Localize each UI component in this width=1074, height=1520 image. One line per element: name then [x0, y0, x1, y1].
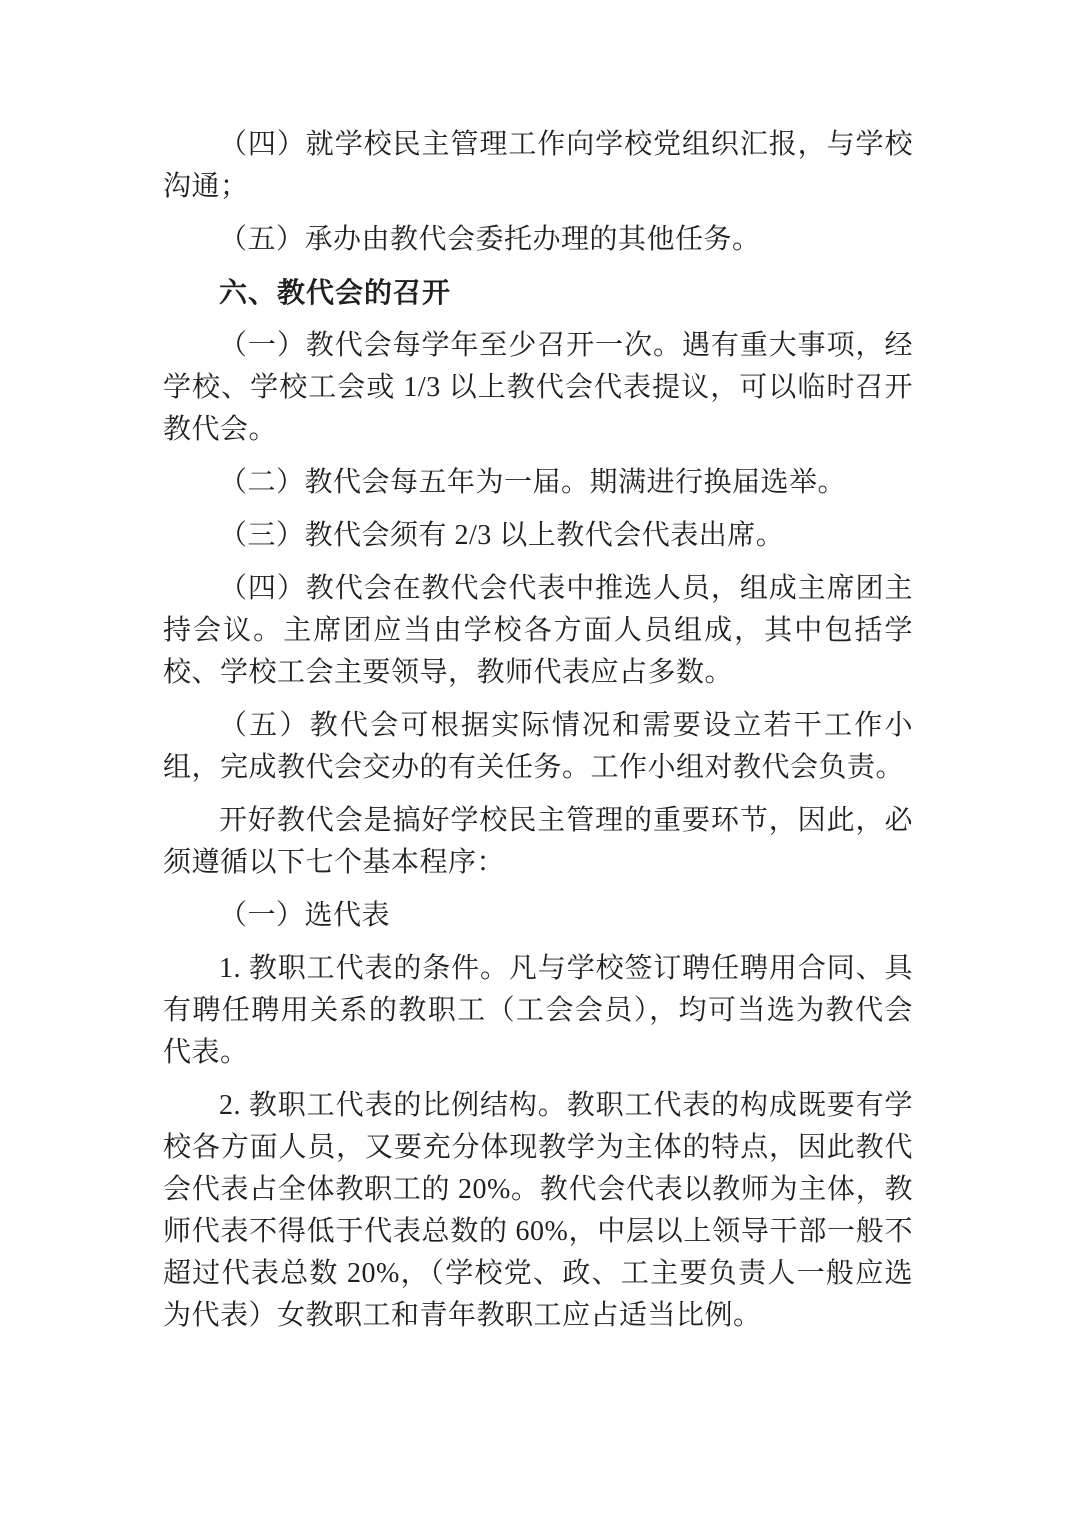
paragraph: （三）教代会须有 2/3 以上教代会代表出席。: [219, 520, 785, 551]
paragraph: （四）就学校民主管理工作向学校党组织汇报，与学校沟通；: [163, 129, 913, 202]
paragraph: （五）教代会可根据实际情况和需要设立若干工作小组，完成教代会交办的有关任务。工作小组对教代会负责。: [163, 710, 913, 783]
paragraph: （一）选代表: [219, 900, 391, 931]
paragraph: （二）教代会每五年为一届。期满进行换届选举。: [219, 467, 847, 498]
paragraph: （四）教代会在教代会代表中推选人员，组成主席团主持会议。主席团应当由学校各方面人员组成，其中包括学校、学校工会主要领导，教师代表应占多数。: [163, 573, 913, 688]
paragraph: （五）承办由教代会委托办理的其他任务。: [219, 224, 761, 255]
paragraph: （一）教代会每学年至少召开一次。遇有重大事项，经学校、学校工会或 1/3 以上教代会代表提议，可以临时召开教代会。: [163, 330, 913, 445]
paragraph: 开好教代会是搞好学校民主管理的重要环节，因此，必须遵循以下七个基本程序：: [163, 805, 913, 878]
paragraph: 2. 教职工代表的比例结构。教职工代表的构成既要有学校各方面人员，又要充分体现教学为主体的特点，因此教代会代表占全体教职工的 20%。教代会代表以教师为主体，教师代表不得低于代表总数的 60%，中层以上领导干部一般不超过代表总数 20%，（学校党、政、工主要负责人一般应选为代表）女教职工和青年教职工应占适当比例。: [163, 1090, 913, 1331]
section-heading: 六、教代会的召开: [219, 277, 452, 308]
paragraph: 1. 教职工代表的条件。凡与学校签订聘任聘用合同、具有聘任聘用关系的教职工（工会会员），均可当选为教代会代表。: [163, 953, 913, 1068]
document-body: [163, 124, 913, 1348]
